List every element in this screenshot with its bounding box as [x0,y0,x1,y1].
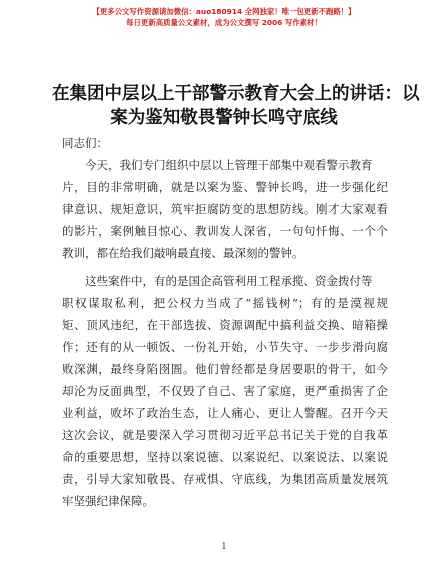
paragraph-line: 业利益，败坏了政治生态，让人痛心、更让人警醒。召开今天 [62,406,388,420]
paragraph-line: 败深渊，最终身陷囹圄。他们曾经都是身居要职的骨干，如今 [62,362,388,376]
paragraph-line: 的影片，案例触目惊心、教训发人深省，一句句忏悔、一个个 [62,224,388,238]
paragraph-line: 牢坚强纪律保障。 [62,494,154,508]
paragraph-line: 教训，都在给我们敲响最直接、最深刻的警钟。 [62,246,304,260]
paragraph-line: 责，引导大家知敬畏、存戒惧、守底线，为集团高质量发展筑 [62,472,388,486]
promo-banner-line-2: 每日更新高质量公文素材，成为公文撰写 2006 写作素材！ [126,18,322,27]
promo-banner [0,6,448,28]
document-title [52,82,420,130]
paragraph-line: 片，目的非常明确，就是以案为鉴、警钟长鸣，进一步强化纪 [62,180,388,194]
paragraph-1 [62,154,388,264]
paragraph-line: 这次会议，就是要深入学习贯彻习近平总书记关于党的自我革 [62,428,388,442]
paragraph-line: 职权谋取私利，把公权力当成了“摇钱树”；有的是漠视规 [62,296,388,310]
paragraph-line: 这些案件中，有的是国企高管利用工程承揽、资金拨付等 [85,274,373,288]
paragraph-line: 矩、顶风违纪，在干部选拔、资源调配中搞利益交换、暗箱操 [62,318,388,332]
paragraph-line: 律意识、规矩意识，筑牢拒腐防变的思想防线。刚才大家观看 [62,202,388,216]
paragraph-line: 今天，我们专门组织中层以上管理干部集中观看警示教育 [85,158,373,172]
title-line-1: 在集团中层以上干部警示教育大会上的讲话：以 [52,84,420,104]
paragraph-2 [62,270,388,512]
document-body [62,132,388,512]
salutation: 同志们： [62,136,108,150]
promo-banner-line-1: 【更多公文写作资源请加微信：auo180914 全网独家！唯一包更新不跑路！】 [92,7,356,16]
page-number: 1 [221,542,227,552]
paragraph-line: 命的重要思想，坚持以案说德、以案说纪、以案说法、以案说 [62,450,388,464]
title-line-2: 案为鉴知敬畏警钟长鸣守底线 [110,108,338,128]
paragraph-line: 却沦为反面典型，不仅毁了自己、害了家庭，更严重损害了企 [62,384,388,398]
paragraph-line: 作；还有的从一顿饭、一份礼开始，小节失守、一步步滑向腐 [62,340,388,354]
